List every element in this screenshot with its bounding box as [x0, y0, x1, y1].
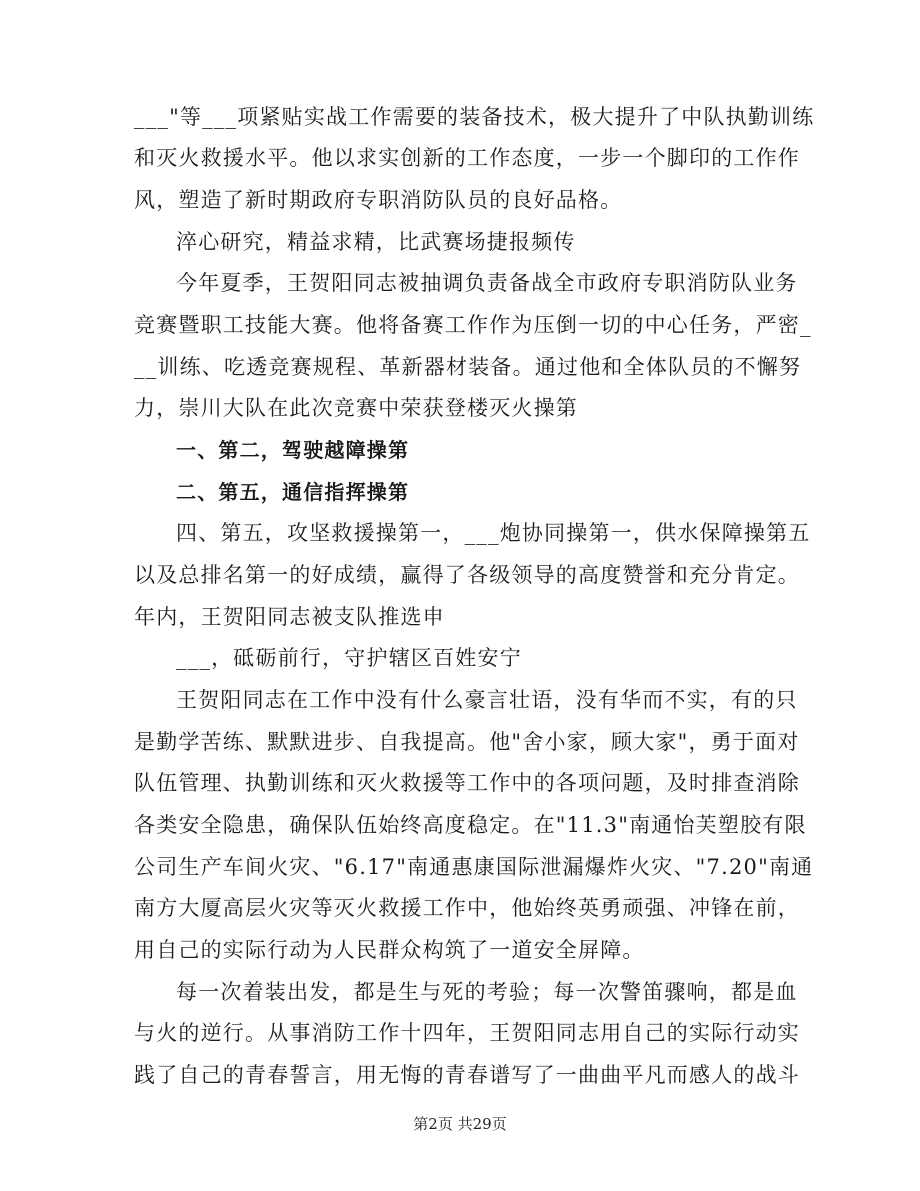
body-line: 风，塑造了新时期政府专职消防队员的良好品格。	[134, 188, 623, 212]
body-line: 是勤学苦练、默默进步、自我提高。他"舍小家，顾大家"，勇于面对	[134, 730, 800, 754]
body-line: 践了自己的青春誓言，用无悔的青春谱写了一曲曲平凡而感人的战斗	[134, 1063, 800, 1087]
body-line: 今年夏季，王贺阳同志被抽调负责备战全市政府专职消防队业务	[176, 271, 798, 295]
body-line: 各类安全隐患，确保队伍始终高度稳定。在"11.3"南通怡芙塑胶有限	[134, 813, 807, 837]
body-line: ___"等___项紧贴实战工作需要的装备技术，极大提升了中队执勤训练	[134, 105, 815, 129]
section-heading: 淬心研究，精益求精，比武赛场捷报频传	[176, 230, 576, 254]
body-line: 南方大厦高层火灾等灭火救援工作中，他始终英勇顽强、冲锋在前，	[134, 896, 800, 920]
bold-list-item: 一、第二，驾驶越障操第	[176, 438, 410, 462]
body-line: 以及总排名第一的好成绩，赢得了各级领导的高度赞誉和充分肯定。	[134, 563, 800, 587]
body-line: 与火的逆行。从事消防工作十四年，王贺阳同志用自己的实际行动实	[134, 1021, 800, 1045]
page-number-footer: 第2页 共29页	[413, 1115, 507, 1133]
body-line: 年内，王贺阳同志被支队推选申	[134, 605, 445, 629]
body-line: 用自己的实际行动为人民群众构筑了一道安全屏障。	[134, 938, 645, 962]
body-line: 王贺阳同志在工作中没有什么豪言壮语，没有华而不实，有的只	[176, 688, 798, 712]
bold-list-item: 二、第五，通信指挥操第	[176, 480, 410, 504]
body-line: 和灭火救援水平。他以求实创新的工作态度，一步一个脚印的工作作	[134, 146, 800, 170]
body-line: 四、第五，攻坚救援操第一，___炮协同操第一，供水保障操第五	[176, 521, 811, 545]
body-line: __训练、吃透竞赛规程、革新器材装备。通过他和全体队员的不懈努	[134, 355, 802, 379]
body-line: 竞赛暨职工技能大赛。他将备赛工作作为压倒一切的中心任务，严密_	[134, 313, 812, 337]
body-line: 公司生产车间火灾、"6.17"南通惠康国际泄漏爆炸火灾、"7.20"南通	[134, 855, 814, 879]
body-line: 队伍管理、执勤训练和灭火救援等工作中的各项问题，及时排查消除	[134, 771, 800, 795]
section-heading: ___，砥砺前行，守护辖区百姓安宁	[176, 646, 522, 670]
body-line: 力，崇川大队在此次竞赛中荣获登楼灭火操第	[134, 396, 578, 420]
body-line: 每一次着装出发，都是生与死的考验；每一次警笛骤响，都是血	[176, 980, 798, 1004]
